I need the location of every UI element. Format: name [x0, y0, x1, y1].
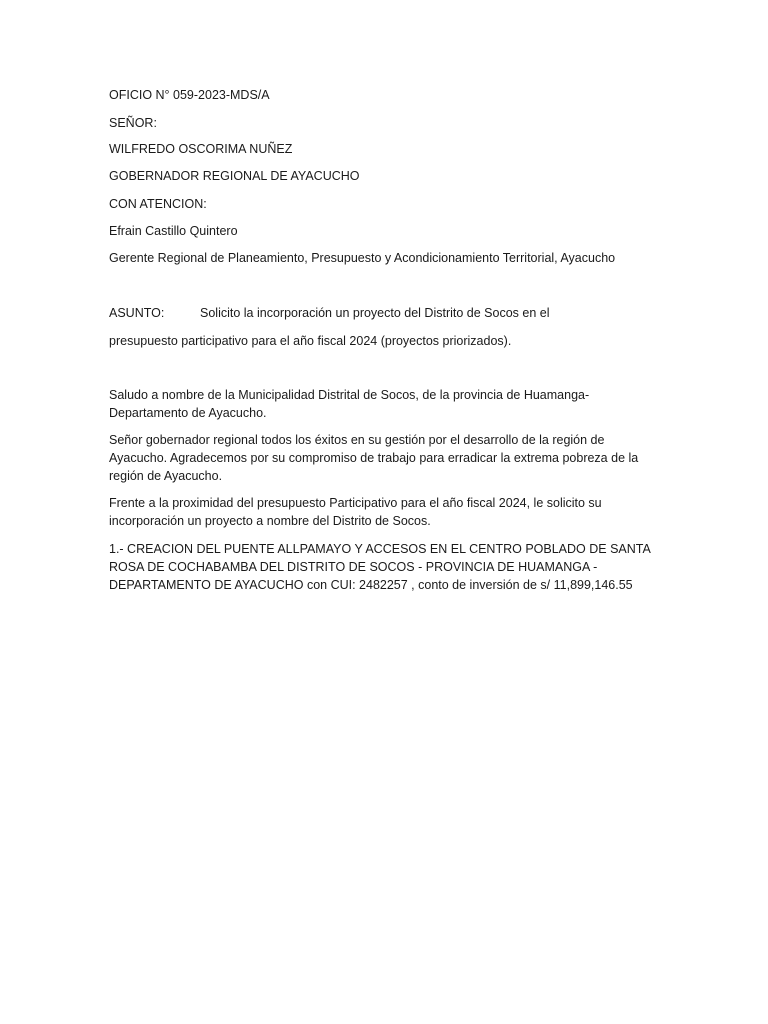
project-item: 1.- CREACION DEL PUENTE ALLPAMAYO Y ACCESOS EN EL CENTRO POBLADO DE SANTA ROSA DE COCHABAMBA DEL DISTRITO DE SOCOS - PROVINCIA DE HUAMANGA - DEPARTAMENTO DE AYACUCHO con CUI: 2482257 , conto de inversión de s/ 11,899,146.55 — [109, 542, 651, 592]
reference-number: OFICIO N° 059-2023-MDS/A — [109, 88, 270, 102]
paragraph-request: Frente a la proximidad del presupuesto Participativo para el año fiscal 2024, le solicito su incorporación un proyecto a nombre del Distrito de Socos. — [109, 496, 602, 528]
subject-text-2: presupuesto participativo para el año fiscal 2024 (proyectos priorizados). — [109, 334, 512, 348]
subject-label: ASUNTO: — [109, 306, 165, 320]
attention-label: CON ATENCION: — [109, 197, 207, 211]
subject-line — [109, 304, 550, 322]
paragraph-wishes: Señor gobernador regional todos los éxitos en su gestión por el desarrollo de la región de Ayacucho. Agradecemos por su compromiso de trabajo para erradicar la extrema pobreza de la región de Ayacucho. — [109, 433, 639, 483]
attention-name: Efrain Castillo Quintero — [109, 224, 238, 238]
paragraph-greeting: Saludo a nombre de la Municipalidad Distrital de Socos, de la provincia de Huamanga-Departamento de Ayacucho. — [109, 388, 590, 420]
recipient-title: GOBERNADOR REGIONAL DE AYACUCHO — [109, 169, 360, 183]
subject-text-1: Solicito la incorporación un proyecto del Distrito de Socos en el — [200, 306, 550, 320]
salutation: SEÑOR: — [109, 116, 157, 130]
attention-title: Gerente Regional de Planeamiento, Presupuesto y Acondicionamiento Territorial, Ayacucho — [109, 251, 616, 265]
recipient-name: WILFREDO OSCORIMA NUÑEZ — [109, 142, 293, 156]
